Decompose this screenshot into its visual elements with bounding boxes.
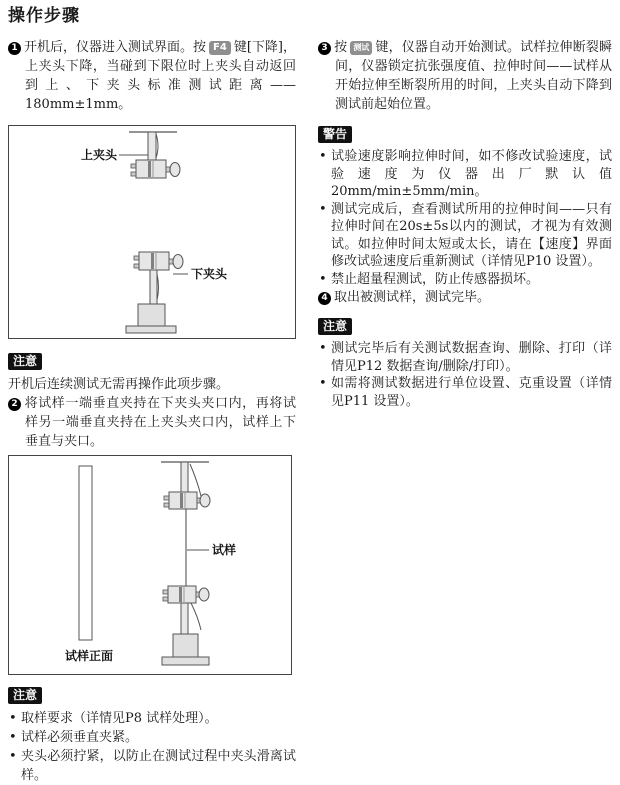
specimen-mount-diagram [9, 456, 291, 674]
lower-clamp-icon [134, 252, 183, 270]
step-4-text: 取出被测试样，测试完毕。 [334, 290, 491, 305]
step-3-text-pre: 按 [334, 40, 348, 55]
specimen-front-rect [79, 466, 92, 640]
notice-3-item: • 如需将测试数据进行单位设置、克重设置（详情见P11 设置）。 [318, 375, 612, 410]
step-1-number-badge: 1 [8, 42, 21, 55]
page-title: 操作步骤 [8, 6, 80, 26]
figure-specimen-mount [8, 455, 292, 675]
left-column [8, 38, 296, 785]
warning-section [318, 126, 612, 288]
clamp-distance-diagram [9, 126, 295, 338]
lower-clamp-label: 下夹头 [191, 267, 228, 281]
step-1-text-post: 键[下降]，上夹头下降，当碰到下限位时上夹头自动返回到上、下夹头标准测试距离——180mm±1mm。 [25, 40, 296, 112]
warning-item: • 试验速度影响拉伸时间，如不修改试验速度，试验速度为仪器出厂默认值20mm/min±5mm/min。 [318, 148, 612, 201]
step-3 [318, 38, 612, 114]
hanger-curve [190, 464, 201, 496]
notice-3-list [318, 340, 612, 410]
warning-list [318, 148, 612, 288]
stand-base-icon [162, 603, 209, 665]
right-column [318, 38, 612, 785]
notice-3-label: 注意 [318, 318, 352, 335]
specimen-label: 试样 [212, 543, 237, 557]
step-4 [318, 288, 612, 307]
notice-2-label: 注意 [8, 687, 42, 704]
stand-base-icon [126, 270, 176, 333]
notice-2-item: • 夹头必须拧紧，以防止在测试过程中夹头滑离试样。 [8, 747, 296, 785]
upper-clamp-icon [164, 492, 210, 509]
figure-clamp-distance [8, 125, 296, 339]
hanger-bar [148, 132, 156, 160]
step-2-number-badge: 2 [8, 398, 21, 411]
lower-clamp-icon [163, 586, 209, 603]
notice-section-1 [8, 353, 296, 394]
specimen-front-label: 试样正面 [65, 649, 114, 663]
step-2-text: 将试样一端垂直夹持在下夹头夹口内，再将试样另一端垂直夹持在上夹头夹口内，试样上下垂直与夹口。 [24, 396, 296, 449]
f4-key-icon: F4 [209, 41, 231, 55]
warning-label: 警告 [318, 126, 352, 143]
step-1 [8, 38, 296, 114]
notice-3-item: • 测试完毕后有关测试数据查询、删除、打印（详情见P12 数据查询/删除/打印）。 [318, 340, 612, 375]
notice-2-item: • 取样要求（详情见P8 试样处理）。 [8, 709, 296, 728]
notice-section-2 [8, 687, 296, 785]
notice-2-item: • 试样必须垂直夹紧。 [8, 728, 296, 747]
step-3-text-post: 键，仪器自动开始测试。试样拉伸断裂瞬间，仪器锁定抗张强度值、拉伸时间——试样从开始拉伸至断裂所用的时间，上夹头自动下降到测试前起始位置。 [335, 40, 612, 112]
two-column-layout [8, 38, 612, 785]
notice-section-3 [318, 318, 612, 410]
step-4-number-badge: 4 [318, 292, 331, 305]
warning-item: • 禁止超量程测试，防止传感器损坏。 [318, 271, 612, 289]
step-2 [8, 394, 296, 451]
test-key-icon: 测试 [350, 41, 372, 55]
notice-1-label: 注意 [8, 353, 42, 370]
step-3-number-badge: 3 [318, 42, 331, 55]
notice-1-text: 开机后连续测试无需再操作此项步骤。 [8, 377, 230, 392]
upper-clamp-icon [131, 160, 180, 178]
warning-item: • 测试完成后，查看测试所用的拉伸时间——只有拉伸时间在20s±5s以内的测试，才视为有效测试。如拉伸时间太短或太长，请在【速度】界面修改试验速度后重新测试（详情见P10 设置）。 [318, 201, 612, 271]
step-1-text-pre: 开机后，仪器进入测试界面。按 [24, 40, 207, 55]
hanger-bar [181, 462, 188, 492]
upper-clamp-label: 上夹头 [80, 148, 117, 162]
